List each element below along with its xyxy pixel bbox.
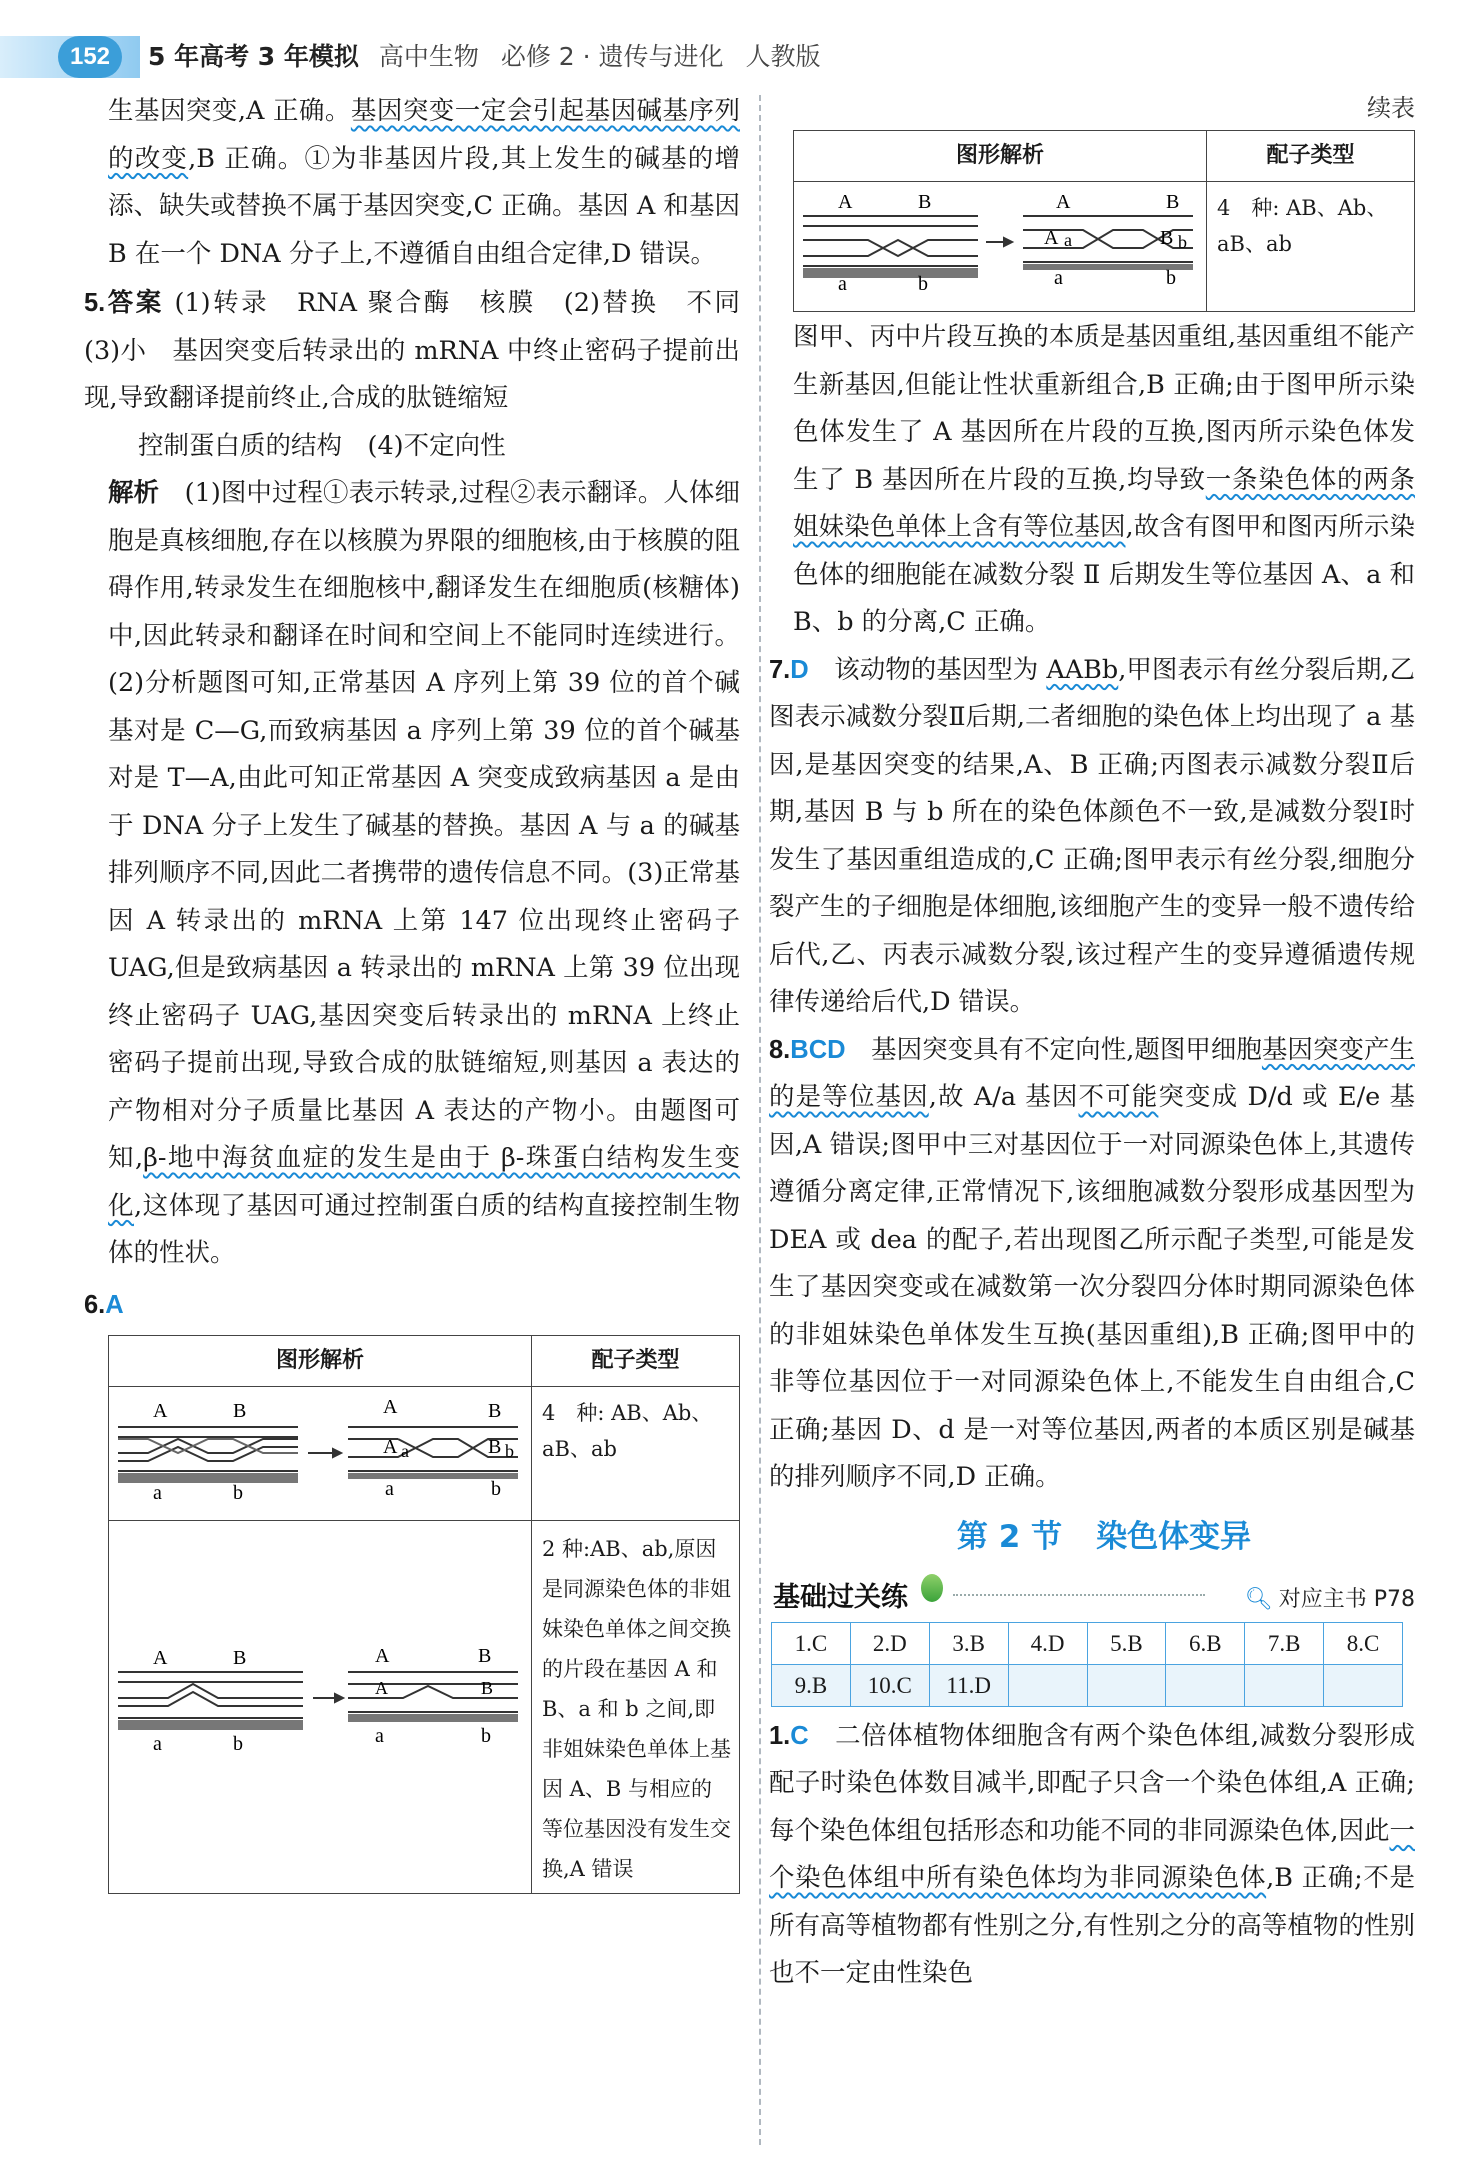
book-title: 必修 2 · 遗传与进化: [500, 42, 724, 71]
diagram-label: B: [918, 190, 932, 213]
question-number: 1.: [769, 1721, 791, 1750]
text: 基因突变具有不定向性,题图甲细胞: [845, 1034, 1262, 1065]
search-icon: 🔍︎: [1244, 1586, 1273, 1612]
analysis-text: (1)图中过程①表示转录,过程②表示翻译。人体细胞是真核细胞,存在以核膜为界限的细胞核,由于核膜的阻碍作用,转录发生在细胞核中,翻译发生在细胞质(核糖体)中,因此转录和翻译在时间和空间上不能同时连续进行。(2)分析题图可知,正常基因 A 序列上第 39 位的首个碱基对是 C—G,而致病基因 a 序列上第 39 位的首个碱基对是 T—A,由此可知正常基因 A 突变成致病基因 a 是由于 DNA 分子上发生了碱基的替换。基因 A 与 a 的碱基排列顺序不同,因此二者携带的遗传信息不同。(3)正常基因 A 转录出的 mRNA 上第 147 位出现终止密码子 UAG,但是致病基因 a 转录出的 mRNA 上第 39 位出现终止密码子 UAG,基因突变后转录出的 mRNA 上终止密码子提前出现,导致合成的肽链缩短,则基因 a 表达的产物相对分子质量比基因 A 表达的产物小。由题图可知,: [108, 478, 740, 1173]
answer-letter: C: [790, 1721, 809, 1750]
answer-cell: 5.B: [1087, 1622, 1166, 1664]
header-title: [148, 38, 835, 76]
text: 图甲、丙中片段互换的本质是基因重组,基因重组不能产生新基因,但能让性状重新组合,B 正确;由于图甲所示染色体发生了 A 基因所在片段的互换,图丙所示染色体发生了 B 基因所在片段的互换,均导致: [793, 322, 1415, 495]
gamete-types: 4 种: AB、Ab、aB、ab: [532, 1386, 740, 1521]
table-header: 图形解析: [109, 1336, 532, 1387]
answer-grid: [771, 1622, 1403, 1707]
text: ,甲图表示有丝分裂后期,乙图表示减数分裂Ⅱ后期,二者细胞的染色体上均出现了 a 基因,是基因突变的结果,A、B 正确;丙图表示减数分裂Ⅱ后期,基因 B 与 b 所在的染色体颜色不一致,是减数分裂Ⅰ时发生了基因重组造成的,C 正确;图甲表示有丝分裂,细胞分裂产生的子细胞是体细胞,该细胞产生的变异一般不遗传给后代,乙、丙表示减数分裂,该过程产生的变异遵循遗传规律传递给后代,D 错误。: [769, 654, 1415, 1017]
column-divider: [759, 95, 761, 2145]
diagram-label: a: [1064, 229, 1072, 250]
book-reference: [1245, 1576, 1415, 1624]
text: ,故含有图甲和图丙所示染色体的细胞能在减数分裂 Ⅱ 后期发生等位基因 A、a 和 B、b 的分离,C 正确。: [793, 512, 1415, 637]
text: 突变成 D/d 或 E/e 基因,A 错误;图甲中三对基因位于一对同源染色体上,其遗传遵循分离定律,正常情况下,该细胞减数分裂形成基因型为 DEA 或 dea 的配子,若出现图乙所示配子类型,可能是发生了基因突变或在减数第一次分裂四分体时期同源染色体的非姐妹染色单体发生互换(基因重组),B 正确;图甲中的非等位基因位于一对同源染色体上,不能发生自由组合,C 正确;基因 D、d 是一对等位基因,两者的本质区别是碱基的排列顺序不同,D 正确。: [769, 1082, 1415, 1492]
diagram-label: B: [488, 1399, 502, 1422]
table-continued-label: 续表: [1367, 94, 1415, 122]
answer-cell: 8.C: [1324, 1622, 1403, 1664]
practice-title: 基础过关练: [773, 1581, 908, 1613]
q7: [769, 647, 1415, 1027]
wavy-highlight: 不可能: [1078, 1082, 1159, 1112]
question-number: 8.: [769, 1035, 791, 1064]
crossover-diagram: [113, 1391, 523, 1499]
answer-cell: 1.C: [772, 1622, 851, 1664]
q6-answer: [84, 1282, 740, 1330]
answer-cell: 4.D: [1008, 1622, 1087, 1664]
diagram-label: A: [375, 1678, 388, 1699]
analysis-text: ,这体现了基因可通过控制蛋白质的结构直接控制生物体的性状。: [108, 1190, 740, 1268]
question-number: 7.: [769, 655, 791, 684]
answer-cell: [1087, 1664, 1166, 1706]
wavy-highlight: AABb: [1046, 654, 1119, 685]
diagram-label: A: [838, 190, 853, 213]
gamete-types: 4 种: AB、Ab、aB、ab: [1207, 181, 1415, 312]
section-number: 第 2 节: [956, 1518, 1063, 1555]
answer-cell: [1008, 1664, 1087, 1706]
gamete-types: 2 种:AB、ab,原因是同源染色体的非姐妹染色单体之间交换的片段在基因 A 和 B、a 和 b 之间,即非姐妹染色单体上基因 A、B 与相应的等位基因没有发生交换,A 错误: [532, 1521, 740, 1894]
diagram-label: a: [838, 272, 847, 290]
q1: [769, 1713, 1415, 1998]
heading-decoration: [921, 1574, 943, 1602]
answer-cell: 9.B: [772, 1664, 851, 1706]
answer-row: [772, 1622, 1403, 1664]
diagram-label: A: [153, 1647, 168, 1670]
diagram-label: B: [1160, 226, 1174, 249]
diagram-label: a: [401, 1440, 409, 1461]
answer-cell: [1166, 1664, 1245, 1706]
answer-cell: [1245, 1664, 1324, 1706]
table-header: 配子类型: [1207, 131, 1415, 182]
answer-letter: A: [105, 1290, 124, 1319]
answer-letter: BCD: [790, 1035, 846, 1064]
question-number: 5.: [84, 289, 106, 317]
left-column: [84, 88, 766, 1894]
crossover-diagram: [798, 186, 1198, 290]
crossover-diagram-cell: [109, 1386, 532, 1521]
page-number: 152: [58, 36, 122, 78]
q6-table: [108, 1335, 740, 1894]
diagram-label: A: [153, 1399, 168, 1422]
diagram-label: a: [153, 1481, 162, 1499]
answer-cell: [1324, 1664, 1403, 1706]
diagram-label: B: [1166, 190, 1180, 213]
right-column: [769, 88, 1415, 1998]
diagram-label: B: [233, 1399, 247, 1422]
diagram-label: a: [385, 1477, 394, 1499]
diagram-label: b: [233, 1481, 243, 1499]
diagram-label: A: [375, 1645, 390, 1668]
wavy-highlight: 一条染色体的两条姐妹染色单体上含有等位基因: [793, 464, 1415, 542]
section-name: 染色体变异: [1096, 1518, 1252, 1555]
text: 二倍体植物体细胞含有两个染色体组,减数分裂形成配子时染色体数目减半,即配子只含一个染色体组,A 正确;每个染色体组包括形态和功能不同的非同源染色体,因此: [769, 1720, 1415, 1846]
answer-text: (1)转录 RNA 聚合酶 核膜 (2)替换 不同 (3)小 基因突变后转录出的 mRNA 中终止密码子提前出现,导致翻译提前终止,合成的肽链缩短: [84, 288, 766, 413]
answer-cell: 10.C: [850, 1664, 929, 1706]
continued-table: [793, 130, 1415, 312]
q5-analysis: [108, 470, 740, 1278]
answer-cell: 2.D: [850, 1622, 929, 1664]
crossover-diagram-cell: [794, 181, 1207, 312]
diagram-label: B: [478, 1645, 492, 1668]
q8: [769, 1027, 1415, 1502]
subject: 高中生物: [378, 42, 479, 71]
text: 生基因突变,A 正确。: [108, 96, 351, 126]
answer-letter: D: [790, 655, 809, 684]
answer-row: [772, 1664, 1403, 1706]
crossover-diagram-cell: [109, 1521, 532, 1894]
dotted-rule: [953, 1594, 1205, 1596]
section-title: [793, 1508, 1415, 1566]
diagram-label: b: [233, 1733, 243, 1756]
question-number: 6.: [84, 1290, 106, 1319]
diagram-label: B: [488, 1435, 502, 1458]
diagram-label: B: [481, 1678, 494, 1699]
diagram-label: B: [233, 1647, 247, 1670]
answer-cell: 3.B: [929, 1622, 1008, 1664]
diagram-label: b: [918, 272, 928, 290]
edition: 人教版: [745, 42, 821, 71]
wavy-highlight: 一个染色体组中所有染色体均为非同源染色体: [769, 1815, 1415, 1893]
reference-text: 对应主书 P78: [1278, 1586, 1415, 1612]
text: 该动物的基因型为: [808, 654, 1047, 685]
q6-analysis-cont: [793, 314, 1415, 647]
q5-answer: [84, 280, 766, 423]
wavy-highlight: β-地中海贫血症的发生是由于 β-珠蛋白结构发生变化: [108, 1143, 741, 1221]
diagram-label: a: [375, 1725, 384, 1748]
diagram-label: A: [383, 1395, 398, 1418]
page-header: [0, 36, 900, 84]
diagram-label: b: [1178, 231, 1187, 252]
text: ,故 A/a 基因: [928, 1082, 1079, 1112]
analysis-label: 解析: [108, 478, 160, 508]
practice-heading: [773, 1570, 1415, 1616]
q4-continuation: [108, 88, 740, 278]
diagram-label: b: [1166, 266, 1176, 289]
diagram-label: b: [491, 1477, 501, 1499]
text: ,B 正确。①为非基因片段,其上发生的碱基的增添、缺失或替换不属于基因突变,C 正确。基因 A 和基因 B 在一个 DNA 分子上,不遵循自由组合定律,D 错误。: [108, 143, 740, 269]
q5-answer-cont: 控制蛋白质的结构 (4)不定向性: [138, 430, 506, 461]
answer-cell: 11.D: [929, 1664, 1008, 1706]
wavy-highlight: 基因突变产生的是等位基因: [769, 1034, 1415, 1112]
diagram-label: A: [383, 1435, 398, 1458]
table-header: 配子类型: [532, 1336, 740, 1387]
table-header: 图形解析: [794, 131, 1207, 182]
diagram-label: A: [1056, 190, 1071, 213]
wavy-highlight: 基因突变一定会引起基因碱基序列的改变: [108, 96, 740, 174]
answer-cell: 6.B: [1166, 1622, 1245, 1664]
diagram-label: b: [505, 1440, 514, 1461]
diagram-label: A: [1044, 226, 1059, 249]
diagram-label: a: [1054, 266, 1063, 289]
answer-cell: 7.B: [1245, 1622, 1324, 1664]
answer-label: 答案: [105, 288, 164, 318]
diagram-label: a: [153, 1733, 162, 1756]
text: ,B 正确;不是所有高等植物都有性别之分,有性别之分的高等植物的性别也不一定由性染色: [769, 1863, 1415, 1988]
diagram-label: b: [481, 1725, 491, 1748]
crossover-diagram: [113, 1638, 523, 1758]
series-title: 5 年高考 3 年模拟: [148, 42, 359, 71]
